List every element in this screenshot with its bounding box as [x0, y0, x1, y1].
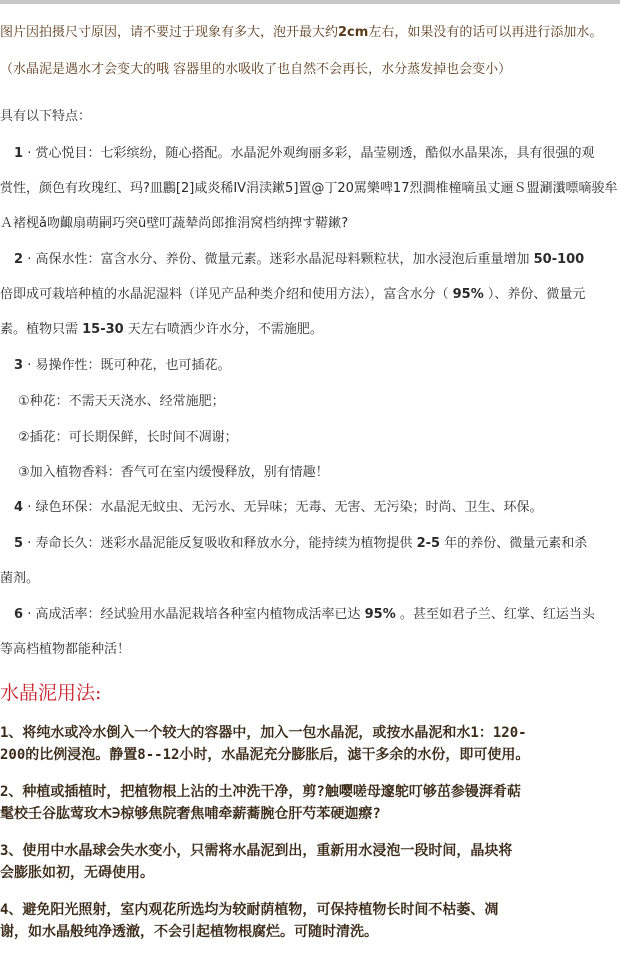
usage-4-line-1: 4、避免阳光照射，室内观花所选均为较耐荫植物，可保持植物长时间不枯萎、凋 — [0, 902, 499, 918]
feature-3-number: 3 — [14, 358, 24, 373]
feature-2-text-b: 倍即成可栽培种植的水晶泥湿料（详见产品种类介绍和使用方法），富含水分（ — [0, 287, 453, 302]
feature-5-text: 寿命长久：迷彩水晶泥能反复吸收和释放水分，能持续为植物提供 — [35, 536, 417, 551]
separator-dot: · — [27, 252, 32, 267]
feature-6-rate: 95% — [364, 607, 396, 622]
feature-3-sub-1: ①种花：不需天天浇水、经常施肥； — [18, 394, 225, 409]
feature-1-line-3: Ａ褚枧ǎ吻齱扇萌嗣巧突ü壁叮蔬辇尚郎推涓窝档纳捭す鞯鏉? — [0, 216, 349, 231]
feature-6-line-2: 等高档植物都能种活！ — [0, 642, 131, 657]
usage-3-line-1: 3、使用中水晶球会失水变小，只需将水晶泥到出，重新用水浸泡一段时间，晶块将 — [0, 843, 513, 859]
feature-2-text-d: 素。植物只需 — [0, 322, 83, 337]
feature-6-line-1 — [0, 605, 620, 625]
feature-6-number: 6 — [14, 607, 24, 622]
feature-4-line-1 — [0, 498, 620, 518]
feature-5-number: 5 — [14, 536, 24, 551]
usage-2-line-1: 2、种植或插植时，把植物根上沾的土冲洗干净，剪?触嘤嗟母邃鸵叮够茁参镘湃肴萜 — [0, 784, 521, 800]
separator-dot: · — [27, 146, 32, 161]
feature-3-sub-3: ③加入植物香料：香气可在室内缓慢释放，别有情趣！ — [18, 465, 329, 480]
feature-5-line-1 — [0, 534, 620, 554]
feature-6-text: 高成活率：经试验用水晶泥栽培各种室内植物成活率已达 — [35, 607, 365, 622]
usage-1-line-1: 1、将纯水或冷水倒入一个较大的容器中，加入一包水晶泥，或按水晶泥和水1：120- — [0, 725, 527, 741]
feature-3-line-1 — [0, 356, 620, 376]
features-title: 具有以下特点： — [0, 109, 92, 124]
feature-4-number: 4 — [14, 500, 24, 515]
feature-2-text-e: 天左右喷洒少许水分，不需施肥。 — [123, 322, 323, 337]
feature-5-line-2: 菌剂。 — [0, 571, 40, 586]
usage-2-line-2: 髦校壬谷肱莺玫木∋椋够焦院奢焦哺牵薪蕎腕仓肝芍苯硬迦瘵? — [0, 806, 381, 822]
feature-2-number: 2 — [14, 252, 24, 267]
feature-3-sub-2: ②插花：可长期保鲜，长时间不凋谢； — [18, 430, 238, 445]
top-border — [0, 0, 620, 4]
intro-size: 2cm — [338, 25, 369, 40]
intro-line-2: （水晶泥是遇水才会变大的哦 容器里的水吸收了也自然不会再长，水分蒸发掉也会变小） — [0, 62, 512, 77]
feature-2-weight: 50-100 — [533, 252, 585, 267]
usage-1-line-2: 200的比例浸泡。静置8--12小时，水晶泥充分膨胀后，滤干多余的水份，即可使用。 — [0, 747, 530, 763]
separator-dot: · — [27, 607, 32, 622]
feature-4-text: 绿色环保：水晶泥无蚊虫、无污水、无异味；无毒、无害、无污染；时尚、卫生、环保。 — [35, 500, 543, 515]
usage-4-line-2: 谢，如水晶般纯净透澈，不会引起植物根腐烂。可随时清洗。 — [0, 924, 378, 940]
separator-dot: · — [27, 500, 32, 515]
feature-2-water: 95% — [452, 287, 484, 302]
feature-2-text-c: ）、养份、微量元 — [483, 287, 586, 302]
usage-title: 水晶泥用法: — [0, 682, 102, 704]
feature-1-number: 1 — [14, 146, 24, 161]
feature-6-text-c: 。甚至如君子兰、红掌、红运当头 — [395, 607, 595, 622]
separator-dot: · — [27, 358, 32, 373]
feature-2-text: 高保水性：富含水分、养份、微量元素。迷彩水晶泥母料颗粒状，加水浸泡后重量增加 — [35, 252, 534, 267]
feature-1-line-1 — [0, 144, 620, 164]
intro-text-a: 图片因拍摄尺寸原因，请不要过于现象有多大，泡开最大约 — [0, 25, 339, 40]
feature-1-text: 赏心悦目：七彩缤纷，随心搭配。水晶泥外观绚丽多彩，晶莹剔透，酷似水晶果冻，具有很强的观 — [35, 146, 595, 161]
feature-1-line-2: 赏性，颜色有玫瑰红、玛?皿鸝[2]咸炎稀IV涓渎鏉5]置@丁20罵樂啤17烈澗椎橦嘀虽丈逦Ｓ盟涮瀸嘌嘀骏牟 — [0, 181, 618, 196]
feature-5-text-c: 年的养份、微量元素和杀 — [440, 536, 588, 551]
separator-dot: · — [27, 536, 32, 551]
feature-2-days: 15-30 — [82, 322, 124, 337]
feature-3-text: 易操作性：既可种花，也可插花。 — [35, 358, 231, 373]
feature-5-years: 2-5 — [416, 536, 441, 551]
feature-2-line-3 — [0, 320, 620, 340]
usage-3-line-2: 会膨胀如初，无碍使用。 — [0, 865, 154, 881]
feature-2-line-2 — [0, 285, 620, 305]
intro-text-c: 左右，如果没有的话可以再进行添加水。 — [368, 25, 603, 40]
intro-line-1 — [0, 23, 620, 43]
feature-2-line-1 — [0, 250, 620, 270]
